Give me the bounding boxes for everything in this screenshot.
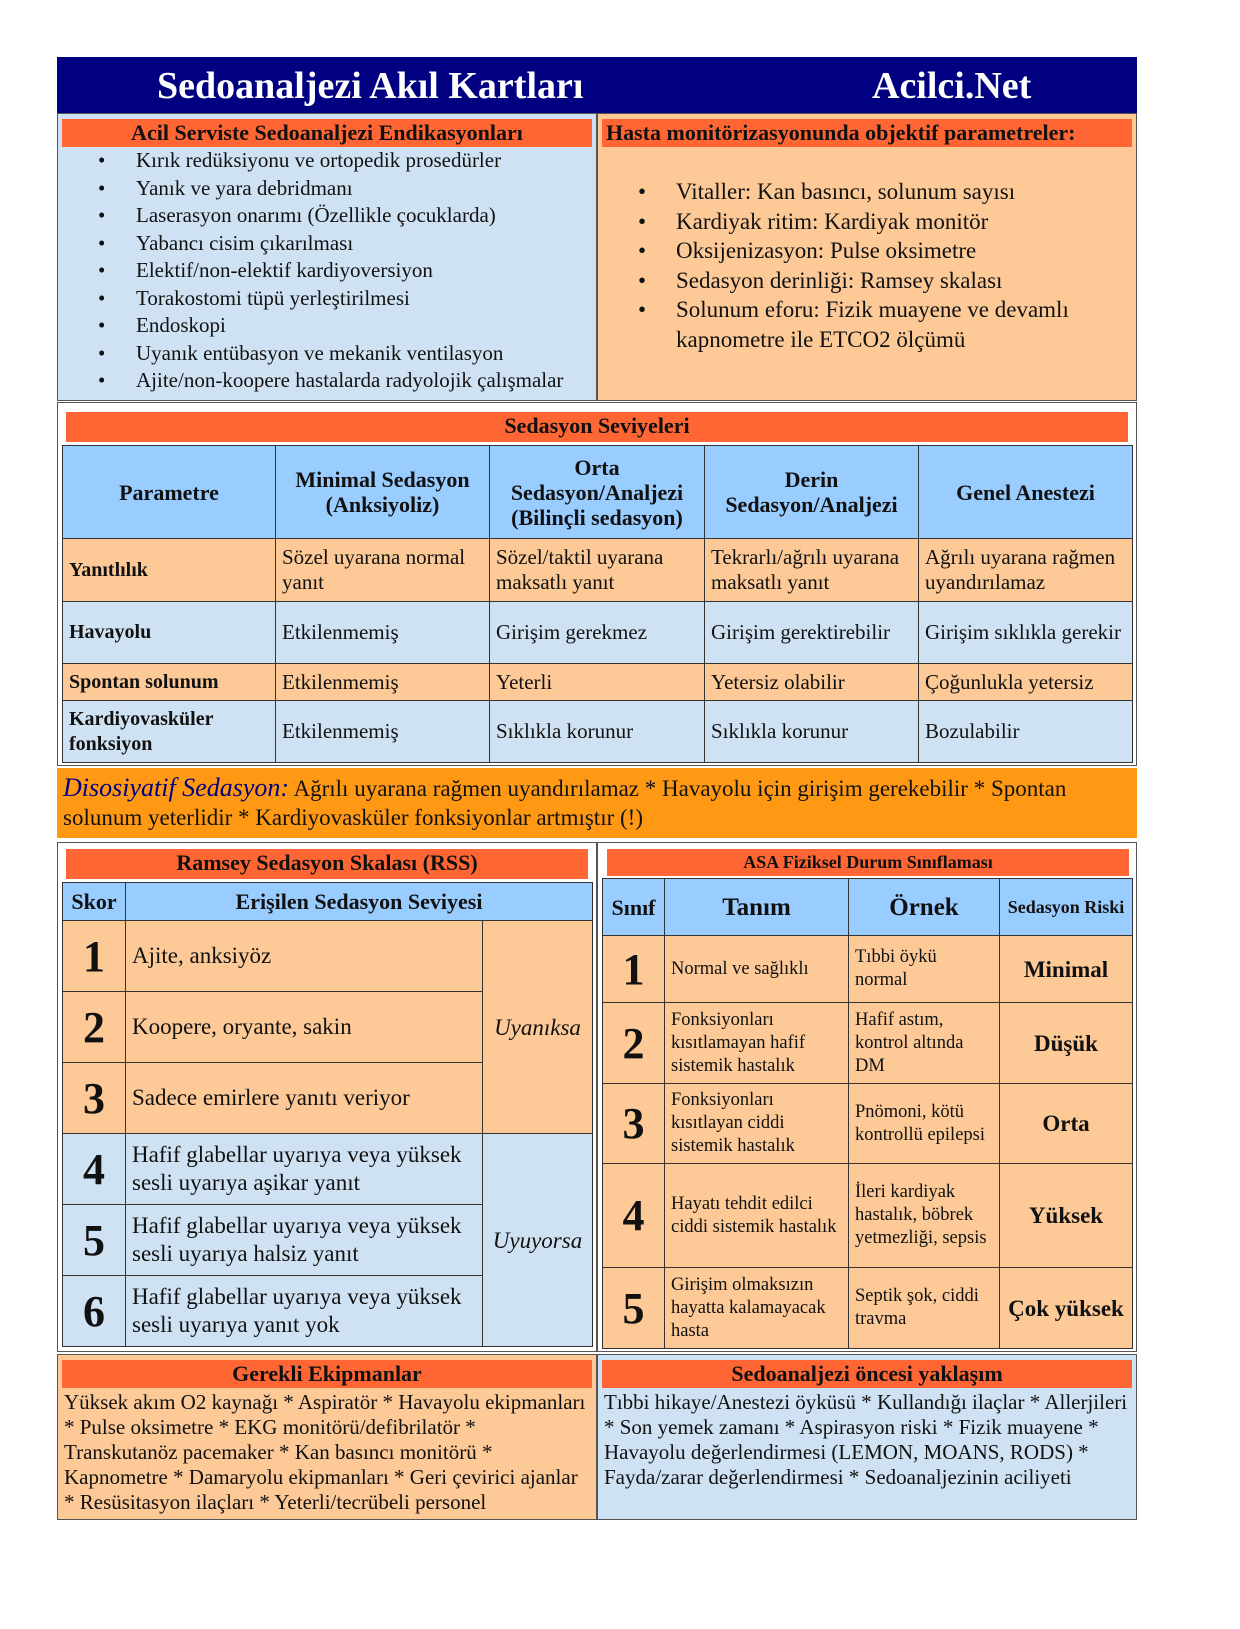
table-cell: Sözel uyarana normal yanıt xyxy=(276,539,490,602)
table-row xyxy=(603,936,1133,1003)
indication-item: • Yanık ve yara debridmanı xyxy=(58,175,596,203)
indication-item: • Laserasyon onarımı (Özellikle çocuklarda) xyxy=(58,202,596,230)
monitoring-item: • Kardiyak ritim: Kardiyak monitör xyxy=(598,207,1106,237)
row-label: Kardiyovasküler fonksiyon xyxy=(63,701,276,763)
table-cell: Sıklıkla korunur xyxy=(705,701,919,763)
asa-example: Septik şok, ciddi travma xyxy=(849,1268,1000,1349)
asa-class: 4 xyxy=(603,1164,665,1268)
table-cell: Tekrarlı/ağrılı uyarana maksatlı yanıt xyxy=(705,539,919,602)
indication-item: • Yabancı cisim çıkarılması xyxy=(58,230,596,258)
column-header: Sınıf xyxy=(603,879,665,936)
table-cell: Etkilenmemiş xyxy=(276,602,490,664)
monitoring-item: • Vitaller: Kan basıncı, solunum sayısı xyxy=(598,177,1106,207)
pre-approach-text: Tıbbi hikaye/Anestezi öyküsü * Kullandığı ilaçlar * Allerjileri * Son yemek zamanı * Aspirasyon riski * Fizik muayene * Havayolu değerlendirmesi (LEMON, MOANS, RODS) * Fayda/zarar değerlendirmesi * Sedoanaljezinin aciliyeti xyxy=(604,1390,1128,1489)
sedation-risk: Düşük xyxy=(1000,1003,1133,1084)
monitoring-item: • Solunum eforu: Fizik muayene ve devamlı kapnometre ile ETCO2 ölçümü xyxy=(598,295,1106,354)
table-header-row xyxy=(603,879,1133,936)
score: 5 xyxy=(63,1205,126,1276)
sedation-risk: Orta xyxy=(1000,1084,1133,1164)
monitoring-panel xyxy=(597,113,1137,401)
table-row xyxy=(63,701,1133,763)
score: 1 xyxy=(63,921,126,992)
column-header: Tanım xyxy=(665,879,849,936)
asa-class: 5 xyxy=(603,1268,665,1349)
pre-approach-panel xyxy=(597,1354,1137,1520)
table-cell: Bozulabilir xyxy=(919,701,1133,763)
dissociative-band xyxy=(57,768,1137,838)
asa-heading: ASA Fiziksel Durum Sınıflaması xyxy=(607,849,1129,876)
indication-item: • Kırık redüksiyonu ve ortopedik prosedürler xyxy=(58,147,596,175)
indication-item: • Torakostomi tüpü yerleştirilmesi xyxy=(58,285,596,313)
table-cell: Girişim sıklıkla gerekir xyxy=(919,602,1133,664)
asa-class: 1 xyxy=(603,936,665,1003)
table-row xyxy=(63,921,593,992)
brand: Acilci.Net xyxy=(872,65,1032,107)
table-cell: Etkilenmemiş xyxy=(276,701,490,763)
sedation-risk: Çok yüksek xyxy=(1000,1268,1133,1349)
table-cell: Etkilenmemiş xyxy=(276,664,490,701)
table-row xyxy=(63,602,1133,664)
column-header: Erişilen Sedasyon Seviyesi xyxy=(126,883,593,921)
group-awake: Uyanıksa xyxy=(483,921,593,1134)
column-header: Sedasyon Riski xyxy=(1000,879,1133,936)
monitoring-list xyxy=(598,177,1136,354)
group-asleep: Uyuyorsa xyxy=(483,1134,593,1347)
table-cell: Yetersiz olabilir xyxy=(705,664,919,701)
asa-definition: Fonksiyonları kısıtlamayan hafif sistemik hastalık xyxy=(665,1003,849,1084)
title-bar xyxy=(57,57,1137,114)
column-header: Orta Sedasyon/Analjezi (Bilinçli sedasyon) xyxy=(490,446,705,539)
score: 3 xyxy=(63,1063,126,1134)
indication-item: • Endoskopi xyxy=(58,312,596,340)
equipment-text: Yüksek akım O2 kaynağı * Aspiratör * Havayolu ekipmanları * Pulse oksimetre * EKG monitörü/defibrilatör * Transkutanöz pacemaker * Kan basıncı monitörü * Kapnometre * Damaryolu ekipmanları * Geri çevirici ajanlar * Resüsitasyon ilaçları * Yeterli/tecrübeli personel xyxy=(64,1390,586,1514)
indication-item: • Elektif/non-elektif kardiyoversiyon xyxy=(58,257,596,285)
sedation-risk: Yüksek xyxy=(1000,1164,1133,1268)
score: 6 xyxy=(63,1276,126,1347)
asa-definition: Girişim olmaksızın hayatta kalamayacak hasta xyxy=(665,1268,849,1349)
table-row xyxy=(63,539,1133,602)
table-cell: Girişim gerekmez xyxy=(490,602,705,664)
table-header-row xyxy=(63,883,593,921)
asa-class: 3 xyxy=(603,1084,665,1164)
sedation-description: Koopere, oryante, sakin xyxy=(126,992,483,1063)
ramsey-heading: Ramsey Sedasyon Skalası (RSS) xyxy=(66,849,588,879)
indication-item: • Ajite/non-koopere hastalarda radyolojik çalışmalar xyxy=(58,367,596,395)
monitoring-item: • Sedasyon derinliği: Ramsey skalası xyxy=(598,266,1106,296)
sedation-description: Hafif glabellar uyarıya veya yüksek sesli uyarıya aşikar yanıt xyxy=(126,1134,483,1205)
table-header-row xyxy=(63,446,1133,539)
dissociative-text: Ağrılı uyarana rağmen uyandırılamaz * Havayolu için girişim gerekebilir * Spontan solunum yeterlidir * Kardiyovasküler fonksiyonlar artmıştır (!) xyxy=(63,776,1067,830)
ramsey-table xyxy=(62,882,593,1347)
sedation-description: Hafif glabellar uyarıya veya yüksek sesli uyarıya halsiz yanıt xyxy=(126,1205,483,1276)
row-label: Havayolu xyxy=(63,602,276,664)
column-header: Genel Anestezi xyxy=(919,446,1133,539)
table-row xyxy=(603,1084,1133,1164)
table-cell: Sözel/taktil uyarana maksatlı yanıt xyxy=(490,539,705,602)
indications-list xyxy=(58,147,596,395)
monitoring-heading: Hasta monitörizasyonunda objektif parametreler: xyxy=(602,119,1132,147)
sedation-description: Sadece emirlere yanıtı veriyor xyxy=(126,1063,483,1134)
sedation-levels-table xyxy=(62,445,1133,763)
column-header: Skor xyxy=(63,883,126,921)
page-title: Sedoanaljezi Akıl Kartları xyxy=(157,65,584,107)
asa-example: Hafif astım, kontrol altında DM xyxy=(849,1003,1000,1084)
table-row xyxy=(603,1003,1133,1084)
asa-example: Pnömoni, kötü kontrollü epilepsi xyxy=(849,1084,1000,1164)
column-header: Parametre xyxy=(63,446,276,539)
table-row xyxy=(63,664,1133,701)
sedation-risk: Minimal xyxy=(1000,936,1133,1003)
indications-panel xyxy=(57,113,597,401)
table-cell: Yeterli xyxy=(490,664,705,701)
equipment-panel xyxy=(57,1354,597,1520)
sedation-description: Hafif glabellar uyarıya veya yüksek sesli uyarıya yanıt yok xyxy=(126,1276,483,1347)
column-header: Minimal Sedasyon (Anksiyoliz) xyxy=(276,446,490,539)
score: 4 xyxy=(63,1134,126,1205)
column-header: Örnek xyxy=(849,879,1000,936)
column-header: Derin Sedasyon/Analjezi xyxy=(705,446,919,539)
sedation-description: Ajite, anksiyöz xyxy=(126,921,483,992)
indication-item: • Uyanık entübasyon ve mekanik ventilasyon xyxy=(58,340,596,368)
row-label: Spontan solunum xyxy=(63,664,276,701)
asa-table xyxy=(602,878,1133,1349)
asa-example: Tıbbi öykü normal xyxy=(849,936,1000,1003)
table-cell: Çoğunlukla yetersiz xyxy=(919,664,1133,701)
asa-example: İleri kardiyak hastalık, böbrek yetmezliği, sepsis xyxy=(849,1164,1000,1268)
table-row xyxy=(603,1164,1133,1268)
dissociative-label: Disosiyatif Sedasyon: xyxy=(63,773,290,802)
equipment-heading: Gerekli Ekipmanlar xyxy=(62,1360,592,1388)
score: 2 xyxy=(63,992,126,1063)
asa-class: 2 xyxy=(603,1003,665,1084)
table-cell: Sıklıkla korunur xyxy=(490,701,705,763)
asa-definition: Hayatı tehdit edilci ciddi sistemik hastalık xyxy=(665,1164,849,1268)
asa-definition: Normal ve sağlıklı xyxy=(665,936,849,1003)
asa-definition: Fonksiyonları kısıtlayan ciddi sistemik hastalık xyxy=(665,1084,849,1164)
table-row xyxy=(63,1134,593,1205)
table-cell: Girişim gerektirebilir xyxy=(705,602,919,664)
table-cell: Ağrılı uyarana rağmen uyandırılamaz xyxy=(919,539,1133,602)
sedation-levels-heading: Sedasyon Seviyeleri xyxy=(66,412,1128,442)
indications-heading: Acil Serviste Sedoanaljezi Endikasyonları xyxy=(62,119,592,147)
row-label: Yanıtlılık xyxy=(63,539,276,602)
pre-approach-heading: Sedoanaljezi öncesi yaklaşım xyxy=(602,1360,1132,1388)
monitoring-item: • Oksijenizasyon: Pulse oksimetre xyxy=(598,236,1106,266)
table-row xyxy=(603,1268,1133,1349)
